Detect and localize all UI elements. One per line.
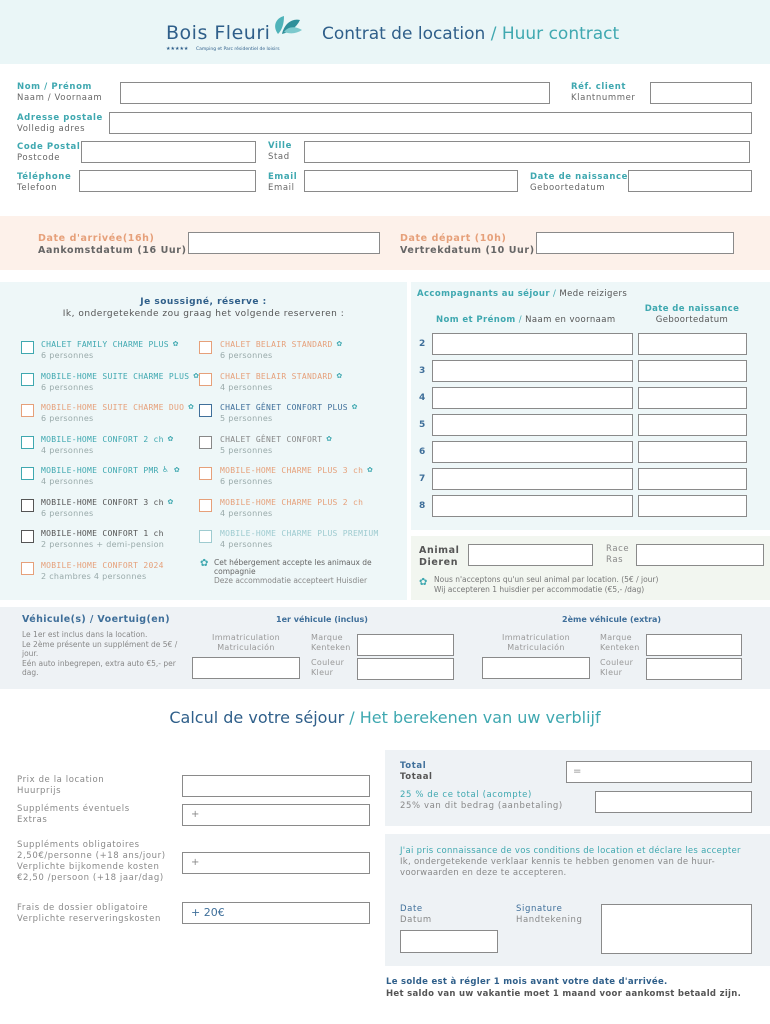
animal-label: Animal Dieren <box>419 545 460 568</box>
v2-plate-label: Immatriculation Matriculación <box>502 633 570 652</box>
companion-name-input[interactable] <box>432 468 633 490</box>
balance-note: Le solde est à régler 1 mois avant votre date d'arrivée. Het saldo van uw vakantie moet 1 maand voor aankomst betaald zijn. <box>386 977 742 999</box>
date-input[interactable] <box>400 930 498 953</box>
companion-name-input[interactable] <box>432 387 633 409</box>
option-label: CHALET BELAIR STANDARD ✿ 4 personnes <box>220 370 343 392</box>
city-input[interactable] <box>304 141 750 163</box>
companion-dob-input[interactable] <box>638 387 747 409</box>
col-dob-header: Date de naissance Geboortedatum <box>644 304 740 325</box>
v1-brand-label: Marque Kenteken <box>311 633 351 652</box>
option-label: MOBILE-HOME CHARME PLUS 2 ch 4 personnes <box>220 497 364 518</box>
total-label: Total Totaal <box>400 761 433 782</box>
ref-input[interactable] <box>650 82 752 104</box>
option-checkbox[interactable] <box>199 436 212 449</box>
companions-heading: Accompagnants au séjour / Mede reizigers <box>417 289 628 299</box>
date-label: Date Datum <box>400 904 432 925</box>
option-label: MOBILE-HOME CHARME PLUS PREMIUM 4 personnes <box>220 529 379 549</box>
price-label: Prix de la location Huurprijs <box>17 775 105 796</box>
option-label: MOBILE-HOME SUITE CHARME PLUS ✿ 6 personnes <box>41 370 200 392</box>
logo-tagline: Camping et Parc résidentiel de loisirs <box>196 47 280 52</box>
pet-icon: ✿ <box>188 402 194 412</box>
pet-icon: ✿ <box>172 339 179 349</box>
option-checkbox[interactable] <box>21 530 34 543</box>
pet-icon: ✿ <box>326 433 333 444</box>
pet-icon: ♿ ✿ <box>162 465 180 475</box>
option-checkbox[interactable] <box>21 436 34 449</box>
departure-input[interactable] <box>536 232 734 254</box>
leaf-icon <box>270 14 304 38</box>
page-title: Contrat de location / Huur contract <box>322 24 620 44</box>
logo <box>166 14 306 56</box>
v1-color-label: Couleur Kleur <box>311 658 345 677</box>
breed-input[interactable] <box>636 544 764 566</box>
companion-dob-input[interactable] <box>638 414 747 436</box>
option-label: MOBILE-HOME CONFORT 1 ch 2 personnes + demi-pension <box>41 529 165 549</box>
option-checkbox[interactable] <box>199 373 212 386</box>
option-checkbox[interactable] <box>21 341 34 354</box>
companion-name-input[interactable] <box>432 360 633 382</box>
option-checkbox[interactable] <box>199 341 212 354</box>
name-input[interactable] <box>120 82 550 104</box>
address-label: Adresse postale Volledig adres <box>17 113 103 134</box>
paw-icon: ✿ <box>200 558 209 569</box>
pet-note: ✿ Cet hébergement accepte les animaux de compagnie Deze accommodatie accepteert Huisdier <box>200 558 372 585</box>
deposit-label: 25 % de ce total (acompte) 25% van dit bedrag (aanbetaling) <box>400 790 563 811</box>
option-label: MOBILE-HOME CHARME PLUS 3 ch ✿ 6 personnes <box>220 465 373 486</box>
arrival-label: Date d'arrivée(16h) Aankomstdatum (16 Uur) <box>38 233 187 256</box>
option-checkbox[interactable] <box>199 530 212 543</box>
companion-name-input[interactable] <box>432 495 633 517</box>
animal-input[interactable] <box>468 544 593 566</box>
option-label: MOBILE-HOME CONFORT 3 ch ✿ 6 personnes <box>41 496 174 518</box>
ref-label: Réf. client Klantnummer <box>571 82 636 103</box>
dob-label: Date de naissance Geboortedatum <box>530 172 628 193</box>
dob-input[interactable] <box>628 170 752 192</box>
companion-dob-input[interactable] <box>638 333 747 355</box>
phone-label: Téléphone Telefoon <box>17 172 72 193</box>
option-checkbox[interactable] <box>21 467 34 480</box>
companion-number: 3 <box>419 366 426 376</box>
agreement-text: J'ai pris connaissance de vos conditions de location et déclare les accepter Ik, ondergetekende verklaar kennis te hebben genomen van de huur-voorwaarden en deze te accepteren. <box>400 846 741 878</box>
option-label: MOBILE-HOME CONFORT 2024 2 chambres 4 personnes <box>41 560 164 581</box>
zip-input[interactable] <box>81 141 256 163</box>
signature-label: Signature Handtekening <box>516 904 583 925</box>
animal-note: ✿ Nous n'acceptons qu'un seul animal par location. (5€ / jour) Wij accepteren 1 huisdier per accommodatie (€5,- /dag) <box>419 575 659 594</box>
zip-label: Code Postal Postcode <box>17 142 81 163</box>
option-label: CHALET GÊNET CONFORT PLUS ✿ 5 personnes <box>220 402 358 423</box>
email-label: Email Email <box>268 172 298 193</box>
reservation-heading: Je soussigné, réserve : Ik, ondergetekende zou graag het volgende reserveren : <box>62 297 345 319</box>
v1-color-input[interactable] <box>357 658 454 680</box>
total-input[interactable]: = <box>566 761 752 783</box>
logo-text: Bois Fleuri <box>166 22 271 44</box>
phone-input[interactable] <box>79 170 256 192</box>
companion-number: 7 <box>419 474 426 484</box>
name-label: Nom / Prénom Naam / Voornaam <box>17 82 103 103</box>
address-input[interactable] <box>109 112 752 134</box>
deposit-input[interactable] <box>595 791 752 813</box>
breed-label: Race Ras <box>606 544 630 565</box>
page-title-fr: Contrat de location <box>322 24 486 44</box>
option-checkbox[interactable] <box>21 373 34 386</box>
companion-dob-input[interactable] <box>638 468 747 490</box>
option-label: MOBILE-HOME CONFORT 2 ch ✿ 4 personnes <box>41 433 174 455</box>
pet-icon: ✿ <box>336 339 343 349</box>
companion-name-input[interactable] <box>432 333 633 355</box>
option-checkbox[interactable] <box>21 499 34 512</box>
v2-plate-input[interactable] <box>482 657 590 679</box>
pet-icon: ✿ <box>336 370 343 381</box>
v1-brand-input[interactable] <box>357 634 454 656</box>
option-checkbox[interactable] <box>199 467 212 480</box>
city-label: Ville Stad <box>268 141 292 162</box>
companion-dob-input[interactable] <box>638 441 747 463</box>
extras-label: Suppléments éventuels Extras <box>17 804 130 825</box>
companion-dob-input[interactable] <box>638 360 747 382</box>
pet-icon: ✿ <box>167 496 174 507</box>
page-title-nl: Huur contract <box>501 24 620 44</box>
pet-icon: ✿ <box>167 433 174 444</box>
vehicles-note: Le 1er est inclus dans la location. Le 2ème présente un supplément de 5€ / jour. Eén auto inbegrepen, extra auto €5,- per dag. <box>22 630 178 677</box>
pet-icon: ✿ <box>351 402 358 412</box>
companion-dob-input[interactable] <box>638 495 747 517</box>
option-checkbox[interactable] <box>21 562 34 575</box>
first-vehicle-heading: 1er véhicule (inclus) <box>276 615 368 624</box>
option-label: MOBILE-HOME SUITE CHARME DUO ✿ 6 personnes <box>41 402 194 423</box>
companion-name-input[interactable] <box>432 441 633 463</box>
companion-name-input[interactable] <box>432 414 633 436</box>
price-input[interactable] <box>182 775 370 797</box>
extras-input[interactable]: + <box>182 804 370 826</box>
col-name-header: Nom et Prénom / Naam en voornaam <box>436 315 616 325</box>
v1-plate-label: Immatriculation Matriculación <box>212 633 280 652</box>
companion-number: 2 <box>419 339 426 349</box>
fee-input[interactable]: + 20€ <box>182 902 370 924</box>
email-input[interactable] <box>304 170 518 192</box>
signature-input[interactable] <box>601 904 752 954</box>
arrival-input[interactable] <box>188 232 380 254</box>
option-label: CHALET GÊNET CONFORT ✿ 5 personnes <box>220 433 333 455</box>
companion-number: 8 <box>419 501 426 511</box>
pet-icon: ✿ <box>193 370 200 381</box>
v2-brand-input[interactable] <box>646 634 742 656</box>
v2-color-input[interactable] <box>646 658 742 680</box>
option-checkbox[interactable] <box>199 499 212 512</box>
option-checkbox[interactable] <box>199 404 212 417</box>
logo-stars: ★★★★★ <box>166 46 189 52</box>
second-vehicle-heading: 2ème véhicule (extra) <box>562 615 662 624</box>
vehicles-heading: Véhicule(s) / Voertuig(en) <box>22 614 170 625</box>
companion-number: 6 <box>419 447 426 457</box>
v2-brand-label: Marque Kenteken <box>600 633 640 652</box>
v2-color-label: Couleur Kleur <box>600 658 634 677</box>
fee-label: Frais de dossier obligatoire Verplichte reserveringskosten <box>17 903 161 924</box>
departure-label: Date départ (10h) Vertrekdatum (10 Uur) <box>400 233 535 256</box>
companion-number: 4 <box>419 393 426 403</box>
pet-icon: ✿ <box>367 465 373 475</box>
v1-plate-input[interactable] <box>192 657 300 679</box>
companion-number: 5 <box>419 420 426 430</box>
calc-title: Calcul de votre séjour / Het berekenen van uw verblijf <box>169 708 601 727</box>
mandatory-label: Suppléments obligatoires 2,50€/personne (+18 ans/jour) Verplichte bijkomende kosten €2,50 /persoon (+18 jaar/dag) <box>17 840 166 883</box>
option-label: CHALET FAMILY CHARME PLUS ✿ 6 personnes <box>41 339 179 360</box>
option-label: CHALET BELAIR STANDARD ✿ 6 personnes <box>220 339 343 360</box>
paw-icon: ✿ <box>419 577 428 588</box>
option-checkbox[interactable] <box>21 404 34 417</box>
option-label: MOBILE-HOME CONFORT PMR ♿ ✿ 4 personnes <box>41 465 180 486</box>
mandatory-input[interactable]: + <box>182 852 370 874</box>
